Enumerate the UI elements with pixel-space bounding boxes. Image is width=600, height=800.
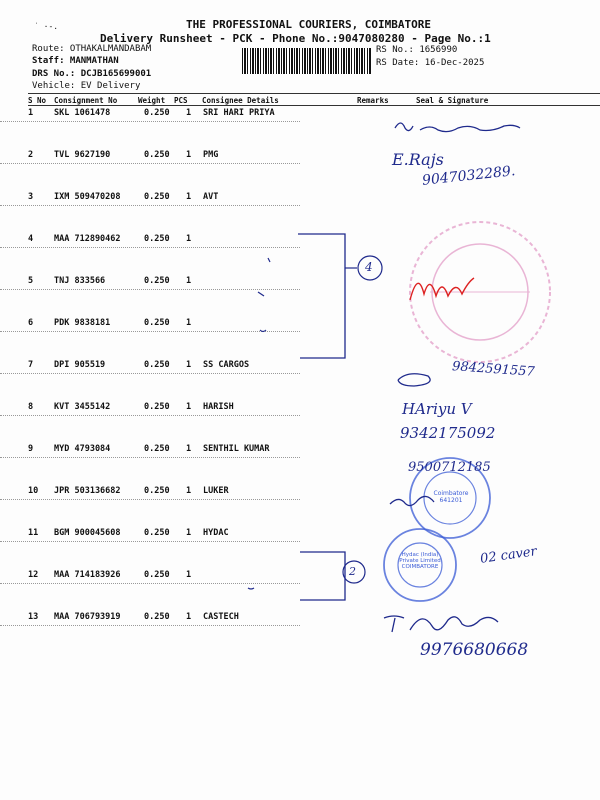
- row-consignee: CASTECH: [203, 612, 239, 622]
- row-consignee: HARISH: [203, 402, 234, 412]
- col-consignee: Consignee Details: [202, 96, 279, 105]
- tick-row-5: [258, 292, 264, 296]
- row-sno: 10: [28, 486, 39, 496]
- row-consignee: SENTHIL KUMAR: [203, 444, 270, 454]
- row-pcs: 1: [186, 570, 192, 580]
- row-sno: 7: [28, 360, 34, 370]
- vehicle-label: Vehicle: EV Delivery: [32, 81, 141, 91]
- row-consignee: AVT: [203, 192, 219, 202]
- row-consignee: HYDAC: [203, 528, 229, 538]
- row-consignment: TVL 9627190: [54, 150, 111, 160]
- corner-mark: ˙ ·-.: [34, 22, 59, 31]
- row-pcs: 1: [186, 108, 192, 118]
- handwriting-row-9-phone: 9500712185: [408, 460, 491, 475]
- handwriting-row-7-phone: 9842591557: [451, 359, 536, 380]
- row-sno: 1: [28, 108, 34, 118]
- row-sno: 4: [28, 234, 34, 244]
- tick-row-4: [268, 258, 270, 262]
- row-sno: 12: [28, 570, 39, 580]
- red-signature-row-5: [410, 278, 474, 300]
- col-seal-signature: Seal & Signature: [416, 96, 489, 105]
- signature-row-7: [398, 374, 430, 386]
- row-weight: 0.250: [144, 150, 170, 160]
- row-pcs: 1: [186, 234, 192, 244]
- row-pcs: 1: [186, 276, 192, 286]
- row-weight: 0.250: [144, 234, 170, 244]
- row-consignment: TNJ 833566: [54, 276, 106, 286]
- row-consignment: JPR 503136682: [54, 486, 121, 496]
- row-pcs: 1: [186, 486, 192, 496]
- handwriting-row-8-sig: HAriyu V: [402, 400, 472, 418]
- tick-row-6: [260, 330, 266, 332]
- row-weight: 0.250: [144, 360, 170, 370]
- row-pcs: 1: [186, 612, 192, 622]
- col-remarks: Remarks: [357, 96, 389, 105]
- handwriting-row-2-phone: 9047032289.: [421, 163, 517, 189]
- row-weight: 0.250: [144, 486, 170, 496]
- row-consignment: MYD 4793084: [54, 444, 111, 454]
- row-pcs: 1: [186, 150, 192, 160]
- row-consignment: MAA 712890462: [54, 234, 121, 244]
- row-pcs: 1: [186, 402, 192, 412]
- row-consignment: DPI 905519: [54, 360, 106, 370]
- row-consignment: IXM 509470208: [54, 192, 121, 202]
- row-weight: 0.250: [144, 318, 170, 328]
- row-sno: 9: [28, 444, 34, 454]
- row-sno: 5: [28, 276, 34, 286]
- bracket-rows-11-13: [300, 552, 345, 600]
- row-weight: 0.250: [144, 108, 170, 118]
- row-consignee: LUKER: [203, 486, 229, 496]
- col-weight: Weight: [138, 96, 166, 105]
- row-consignment: PDK 9838181: [54, 318, 111, 328]
- row-consignee: SS CARGOS: [203, 360, 250, 370]
- row-weight: 0.250: [144, 276, 170, 286]
- col-consignment: Consignment No: [54, 96, 118, 105]
- row-sno: 11: [28, 528, 39, 538]
- row-weight: 0.250: [144, 612, 170, 622]
- row-weight: 0.250: [144, 528, 170, 538]
- handwriting-row-2-name: E.Rajs: [392, 150, 444, 169]
- company-title: THE PROFESSIONAL COURIERS, COIMBATORE: [186, 18, 432, 31]
- row-consignee: PMG: [203, 150, 219, 160]
- hydac-stamp-text: Hydac (India) Private Limited COIMBATORE: [399, 552, 441, 570]
- rs-date: RS Date: 16-Dec-2025: [376, 58, 485, 68]
- row-pcs: 1: [186, 318, 192, 328]
- drs-number: DRS No.: DCJB165699001: [32, 69, 152, 79]
- row-sno: 6: [28, 318, 34, 328]
- row-weight: 0.250: [144, 570, 170, 580]
- signature-row-13: [384, 616, 498, 632]
- row-pcs: 1: [186, 528, 192, 538]
- tick-row-12: [248, 588, 254, 589]
- handwriting-row-13-phone: 9976680668: [420, 640, 529, 660]
- row-consignee: SRI HARI PRIYA: [203, 108, 275, 118]
- row-consignment: KVT 3455142: [54, 402, 111, 412]
- row-consignment: MAA 714183926: [54, 570, 121, 580]
- row-weight: 0.250: [144, 444, 170, 454]
- row-pcs: 1: [186, 360, 192, 370]
- handwriting-row-11-note: 02 caver: [479, 544, 538, 567]
- col-sno: S No: [28, 96, 47, 105]
- bracket-rows-4-6: [298, 234, 345, 358]
- route-label: Route: OTHAKALMANDABAM: [32, 44, 152, 54]
- row-sno: 13: [28, 612, 39, 622]
- pink-seal-stamp: [410, 222, 550, 362]
- row-consignment: MAA 706793919: [54, 612, 121, 622]
- row-consignment: SKL 1061478: [54, 108, 111, 118]
- signature-row-1: [395, 123, 520, 132]
- runsheet-subtitle: Delivery Runsheet - PCK - Phone No.:9047080280 - Page No.:1: [100, 32, 491, 45]
- luker-stamp-text: Coimbatore 641201: [433, 490, 469, 504]
- row-sno: 3: [28, 192, 34, 202]
- row-pcs: 1: [186, 444, 192, 454]
- row-sno: 8: [28, 402, 34, 412]
- row-pcs: 1: [186, 192, 192, 202]
- row-consignment: BGM 900045608: [54, 528, 121, 538]
- handwriting-row-8-phone: 9342175092: [400, 424, 496, 442]
- row-sno: 2: [28, 150, 34, 160]
- handwriting-count-b: 2: [349, 565, 356, 578]
- handwriting-count-a: 4: [365, 260, 373, 274]
- row-weight: 0.250: [144, 192, 170, 202]
- rs-number: RS No.: 1656990: [376, 45, 458, 55]
- staff-label: Staff: MANMATHAN: [32, 56, 119, 66]
- row-weight: 0.250: [144, 402, 170, 412]
- col-pcs: PCS: [174, 96, 188, 105]
